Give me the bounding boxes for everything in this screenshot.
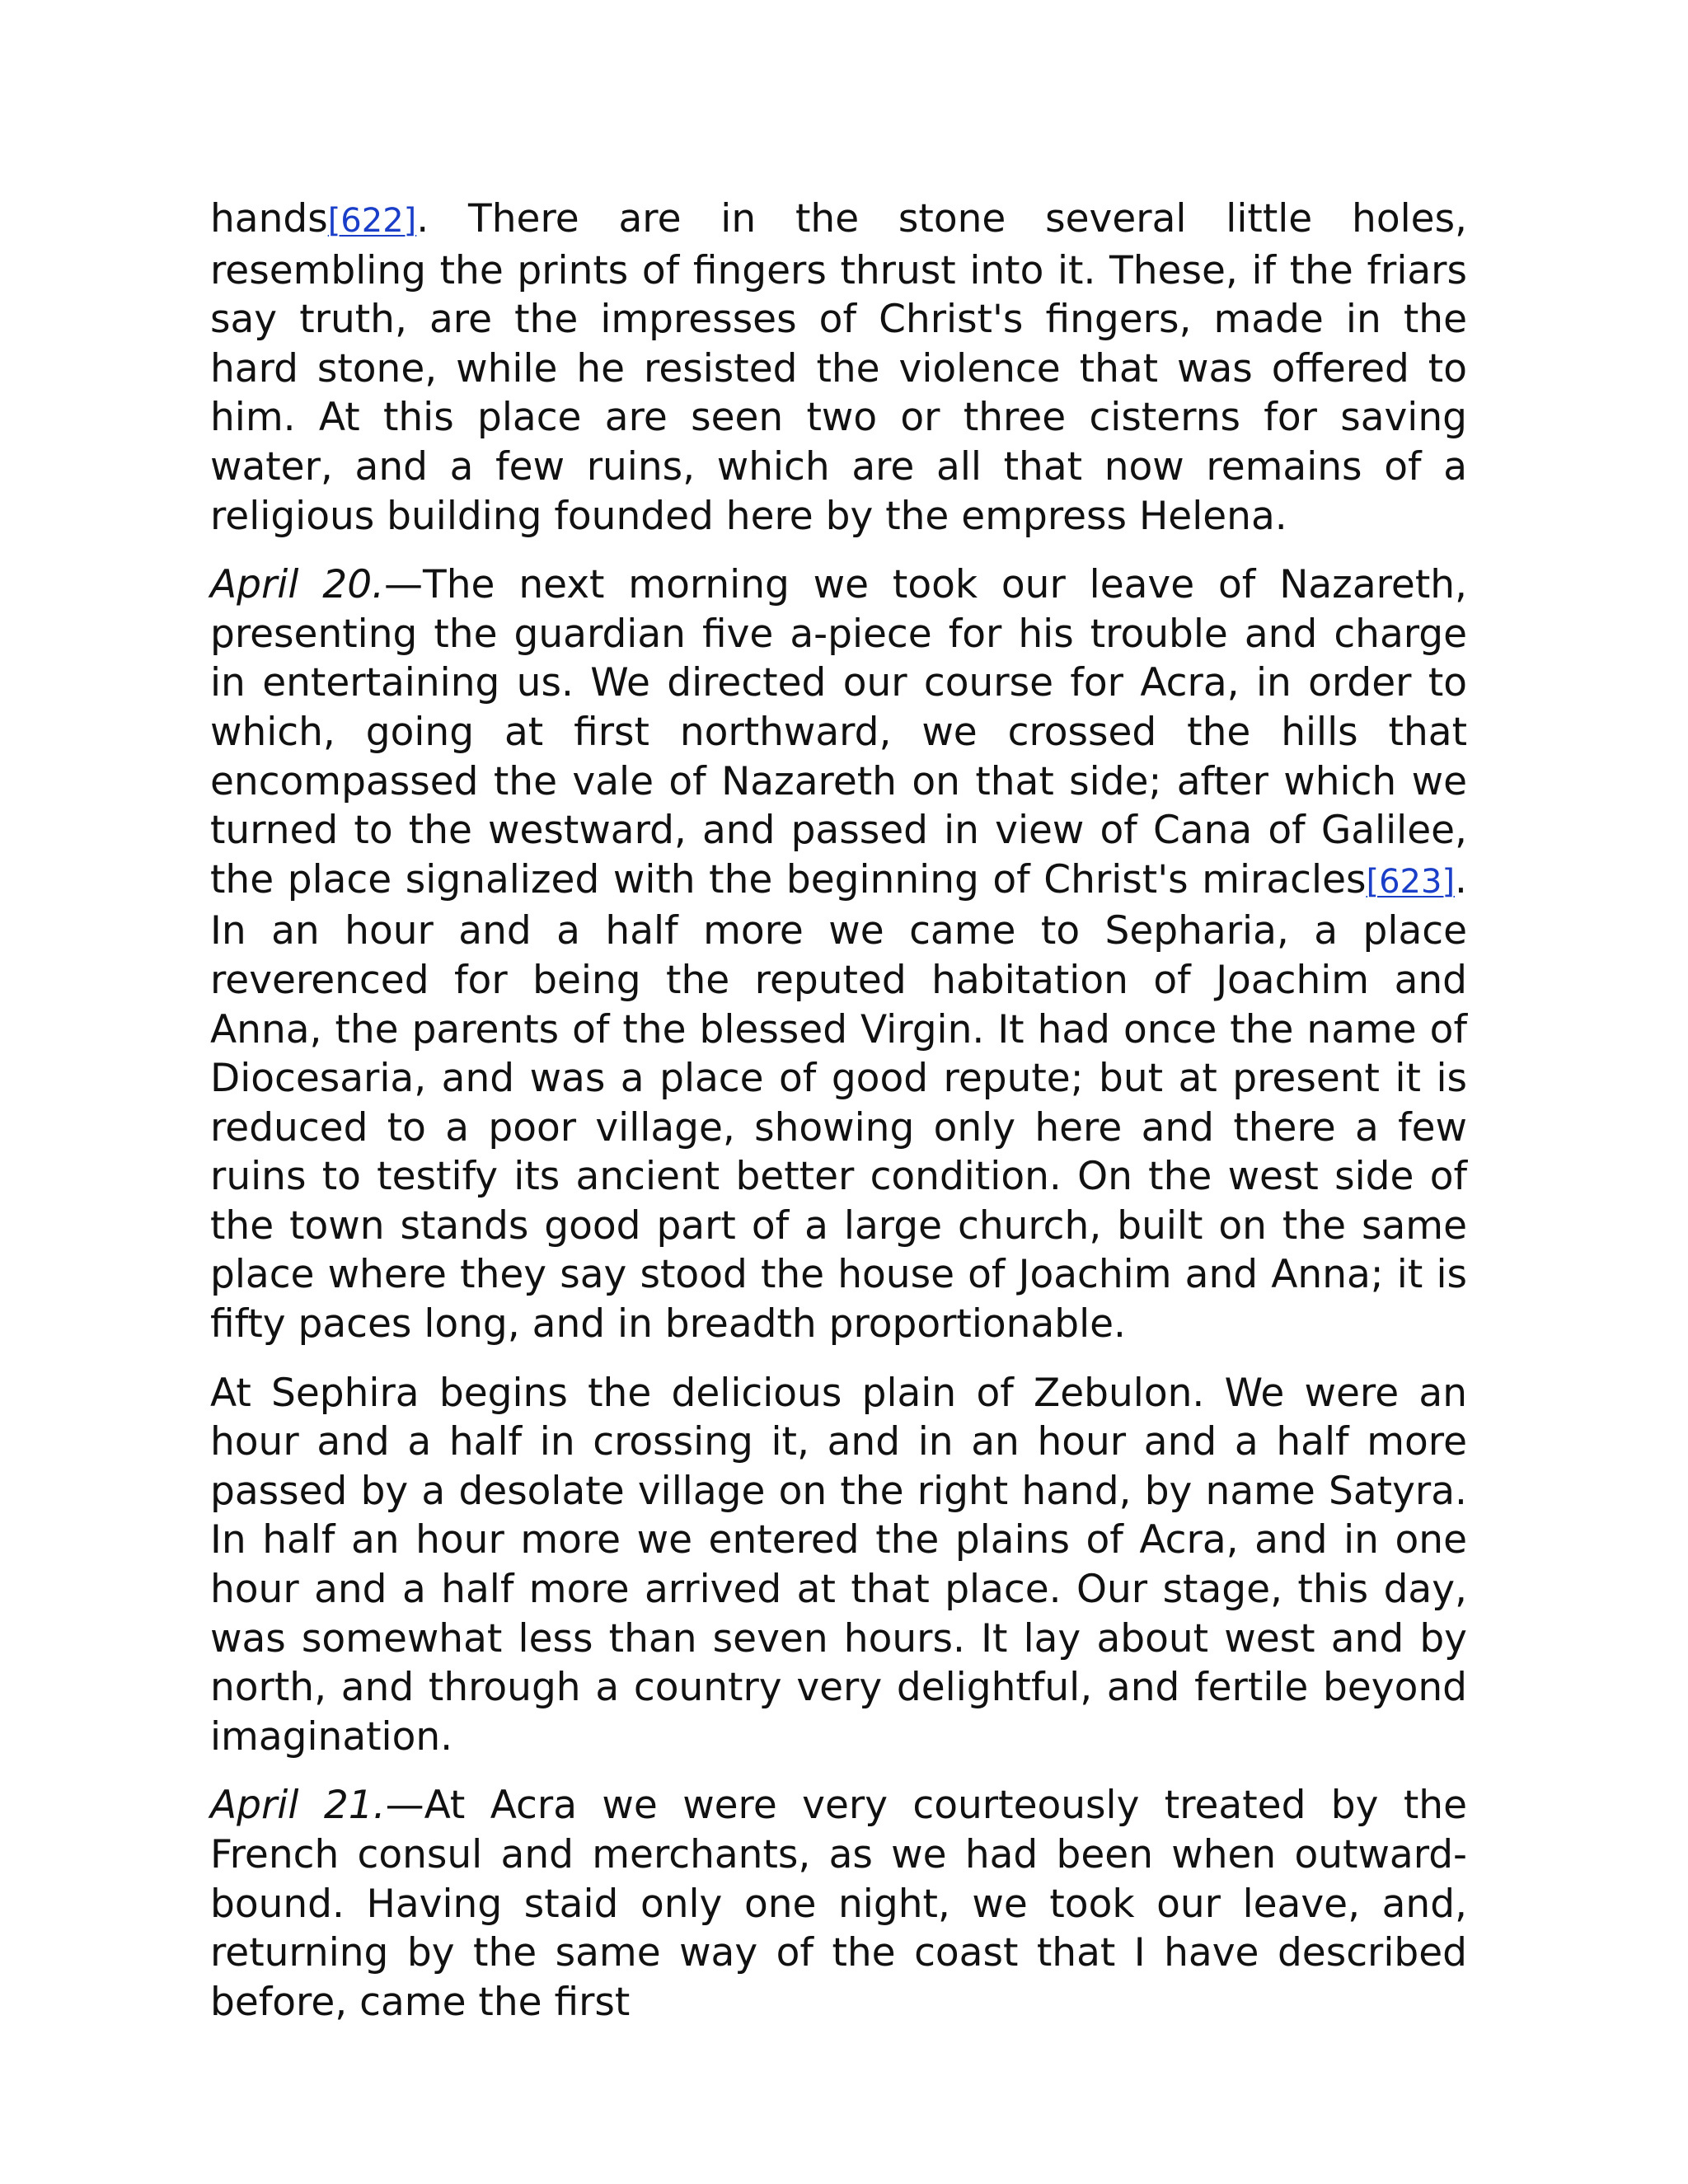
paragraph-3	[210, 1369, 1467, 1762]
paragraph-text: hands	[210, 196, 328, 241]
paragraph-text: —The next morning we took our leave of Nazareth, presenting the guardian five a-piece for his trouble and charge in entertaining us. We directed our course for Acra, in order to which, going at first northward, we crossed the hills that encompassed the vale of Nazareth on that side; after which we turned to the westward, and passed in view of Cana of Galilee, the place signalized with the beginning of Christ's miracles	[210, 562, 1467, 902]
entry-date: April 21.	[210, 1783, 386, 1829]
entry-date: April 20.	[210, 562, 385, 608]
footnote-link-623[interactable]: [623]	[1366, 862, 1456, 901]
page-body	[210, 194, 1467, 2046]
footnote-link-622[interactable]: [622]	[327, 202, 417, 240]
paragraph-text: —At Acra we were very courteously treated by the French consul and merchants, as we had been when outward-bound. Having staid only one night, we took our leave, and, returning by the same way of the coast that I have described before, came the first	[210, 1783, 1467, 2025]
paragraph-1	[210, 194, 1467, 541]
paragraph-text: At Sephira begins the delicious plain of Zebulon. We were an hour and a half in crossing it, and in an hour and a half more passed by a desolate village on the right hand, by name Satyra. In half an hour more we entered the plains of Acra, and in one hour and a half more arrived at that place. Our stage, this day, was somewhat less than seven hours. It lay about west and by north, and through a country very delightful, and fertile beyond imagination.	[210, 1370, 1467, 1760]
paragraph-2	[210, 560, 1467, 1349]
paragraph-text: . In an hour and a half more we came to Sepharia, a place reverenced for being the reputed habitation of Joachim and Anna, the parents of the blessed Virgin. It had once the name of Diocesaria, and was a place of good repute; but at present it is reduced to a poor village, showing only here and there a few ruins to testify its ancient better condition. On the west side of the town stands good part of a large church, built on the same place where they say stood the house of Joachim and Anna; it is fifty paces long, and in breadth proportionable.	[210, 856, 1467, 1347]
paragraph-text: . There are in the stone several little holes, resembling the prints of fingers thrust into it. These, if the friars say truth, are the impresses of Christ's fingers, made in the hard stone, while he resisted the violence that was offered to him. At this place are seen two or three cisterns for saving water, and a few ruins, which are all that now remains of a religious building founded here by the empress Helena.	[210, 196, 1467, 539]
paragraph-4	[210, 1781, 1467, 2027]
